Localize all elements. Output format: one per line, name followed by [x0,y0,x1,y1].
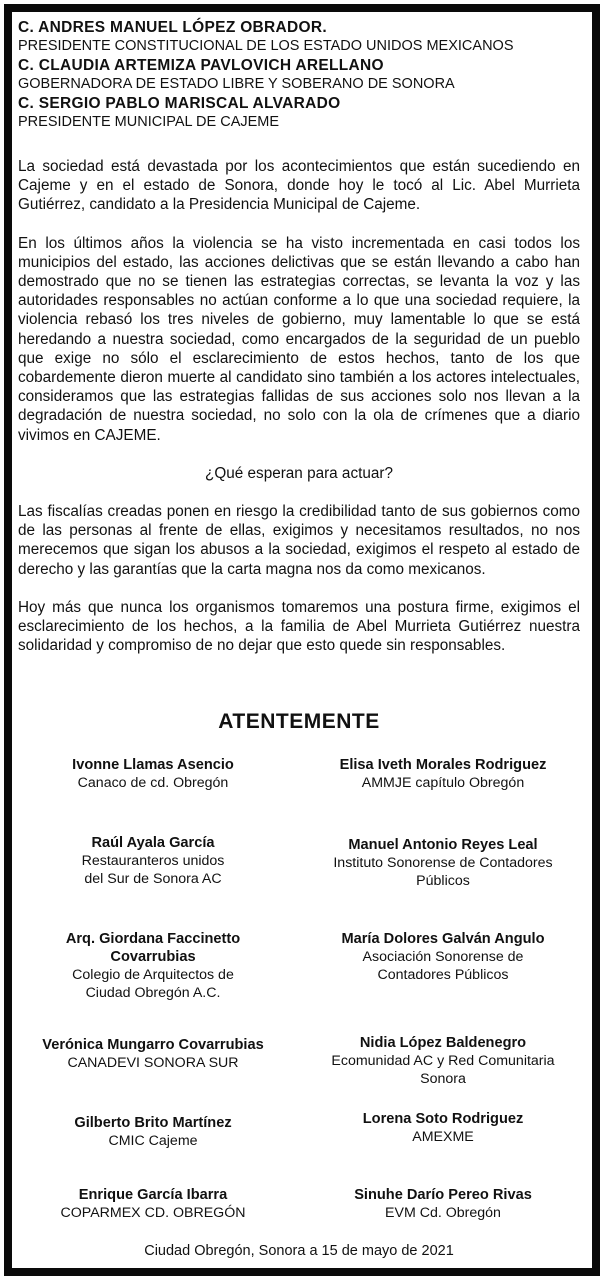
signatory-name: Raúl Ayala García [91,835,215,851]
signatory-org: Instituto Sonorense de Contadores Públicos [333,855,553,889]
paragraph: En los últimos años la violencia se ha visto incrementada en casi todos los municipios del estado, las acciones delictivas que se están llevando a cabo han demostrado que no se tienen las estrategias correctas, se levanta la voz y las autoridades responsables no actúan conforme a lo que una sociedad requiere, la violencia rebasó los tres niveles de gobierno, muy lamentable lo que se está heredando a nuestra sociedad, como encargados de la seguridad de un pueblo que exige no sólo el esclarecimiento de estos hechos, tanto de los que cobardemente dieron muerte al candidato sino también a los actores intelectuales, consideramos que las estrategias fallidas de sus acciones solo nos llevan a la degradación de nuestra sociedad, no solo con la ola de crímenes que a diario vivimos en CAJEME. [18,234,580,444]
signatory-name: Lorena Soto Rodriguez [362,1111,524,1127]
signatory-name: Enrique García Ibarra [78,1187,228,1203]
date-line: Ciudad Obregón, Sonora a 15 de mayo de 2021 [144,1243,454,1259]
signatory-name: Gilberto Brito Martínez [74,1115,232,1131]
paragraph: Las fiscalías creadas ponen en riesgo la credibilidad tanto de sus gobiernos como de las personas al frente de ellas, exigimos y necesitamos resultados, no nos merecemos que sigan los abusos a la sociedad, exigimos el respeto al estado de derecho y las garantías que la carta magna nos da como mexicanos. [18,503,580,578]
signatory [308,1186,578,1222]
addressee-title: GOBERNADORA DE ESTADO LIBRE Y SOBERANO DE SONORA [18,76,455,92]
signatory [308,930,578,984]
signatory-name: Arq. Giordana Faccinetto Covarrubias [65,931,241,965]
signatory-name: Nidia López Baldenegro [359,1035,527,1051]
signatory [18,1036,288,1072]
addressee-name: C. ANDRES MANUEL LÓPEZ OBRADOR. [18,19,327,36]
addressee-title: PRESIDENTE MUNICIPAL DE CAJEME [18,114,280,130]
signatory-org: Canaco de cd. Obregón [77,775,229,791]
signatories [18,0,580,1280]
signatory [18,930,288,1002]
addressee-name: C. CLAUDIA ARTEMIZA PAVLOVICH ARELLANO [18,57,384,74]
paragraph: Hoy más que nunca los organismos tomaremos una postura firme, exigimos el esclarecimiento de los hechos, a la familia de Abel Murrieta Gutiérrez nuestra solidaridad y compromiso de no dejar que esto quede sin responsables. [18,598,580,655]
signatory-org: Colegio de Arquitectos de Ciudad Obregón A.C. [72,967,234,1001]
addressee-title: PRESIDENTE CONSTITUCIONAL DE LOS ESTADO UNIDOS MEXICANOS [18,38,514,54]
signatory-org: AMEXME [412,1129,474,1145]
signatory-org: Asociación Sonorense de Contadores Públicos [362,949,524,983]
signatory [308,756,578,792]
signatory [308,836,578,890]
signatory [308,1110,578,1146]
signatory [18,756,288,792]
signatory [18,1114,288,1150]
signatory-org: CANADEVI SONORA SUR [67,1055,239,1071]
signatory-name: Sinuhe Darío Pereo Rivas [354,1187,532,1203]
signatory-name: Ivonne Llamas Asencio [72,757,234,773]
signatory-org: EVM Cd. Obregón [385,1205,501,1221]
signatory-name: Manuel Antonio Reyes Leal [348,837,538,853]
signatory [18,834,288,888]
signatory-org: AMMJE capítulo Obregón [361,775,525,791]
signatory-org: COPARMEX CD. OBREGÓN [60,1205,246,1221]
signatory [308,1034,578,1088]
signatory-name: María Dolores Galván Angulo [341,931,545,947]
signatory-org: Ecomunidad AC y Red Comunitaria Sonora [331,1053,555,1087]
question-line: ¿Qué esperan para actuar? [205,464,393,482]
signatory-org: CMIC Cajeme [108,1133,198,1149]
signatory-name: Elisa Iveth Morales Rodriguez [339,757,547,773]
addressee-name: C. SERGIO PABLO MARISCAL ALVARADO [18,95,341,112]
paragraph: La sociedad está devastada por los acontecimientos que están sucediendo en Cajeme y en el estado de Sonora, donde hoy le tocó al Lic. Abel Murrieta Gutiérrez, candidato a la Presidencia Municipal de Cajeme. [18,158,580,214]
closing-heading: ATENTEMENTE [218,710,380,733]
signatory [18,1186,288,1222]
signatory-org: Restauranteros unidos del Sur de Sonora AC [81,853,225,887]
signatory-name: Verónica Mungarro Covarrubias [42,1037,264,1053]
